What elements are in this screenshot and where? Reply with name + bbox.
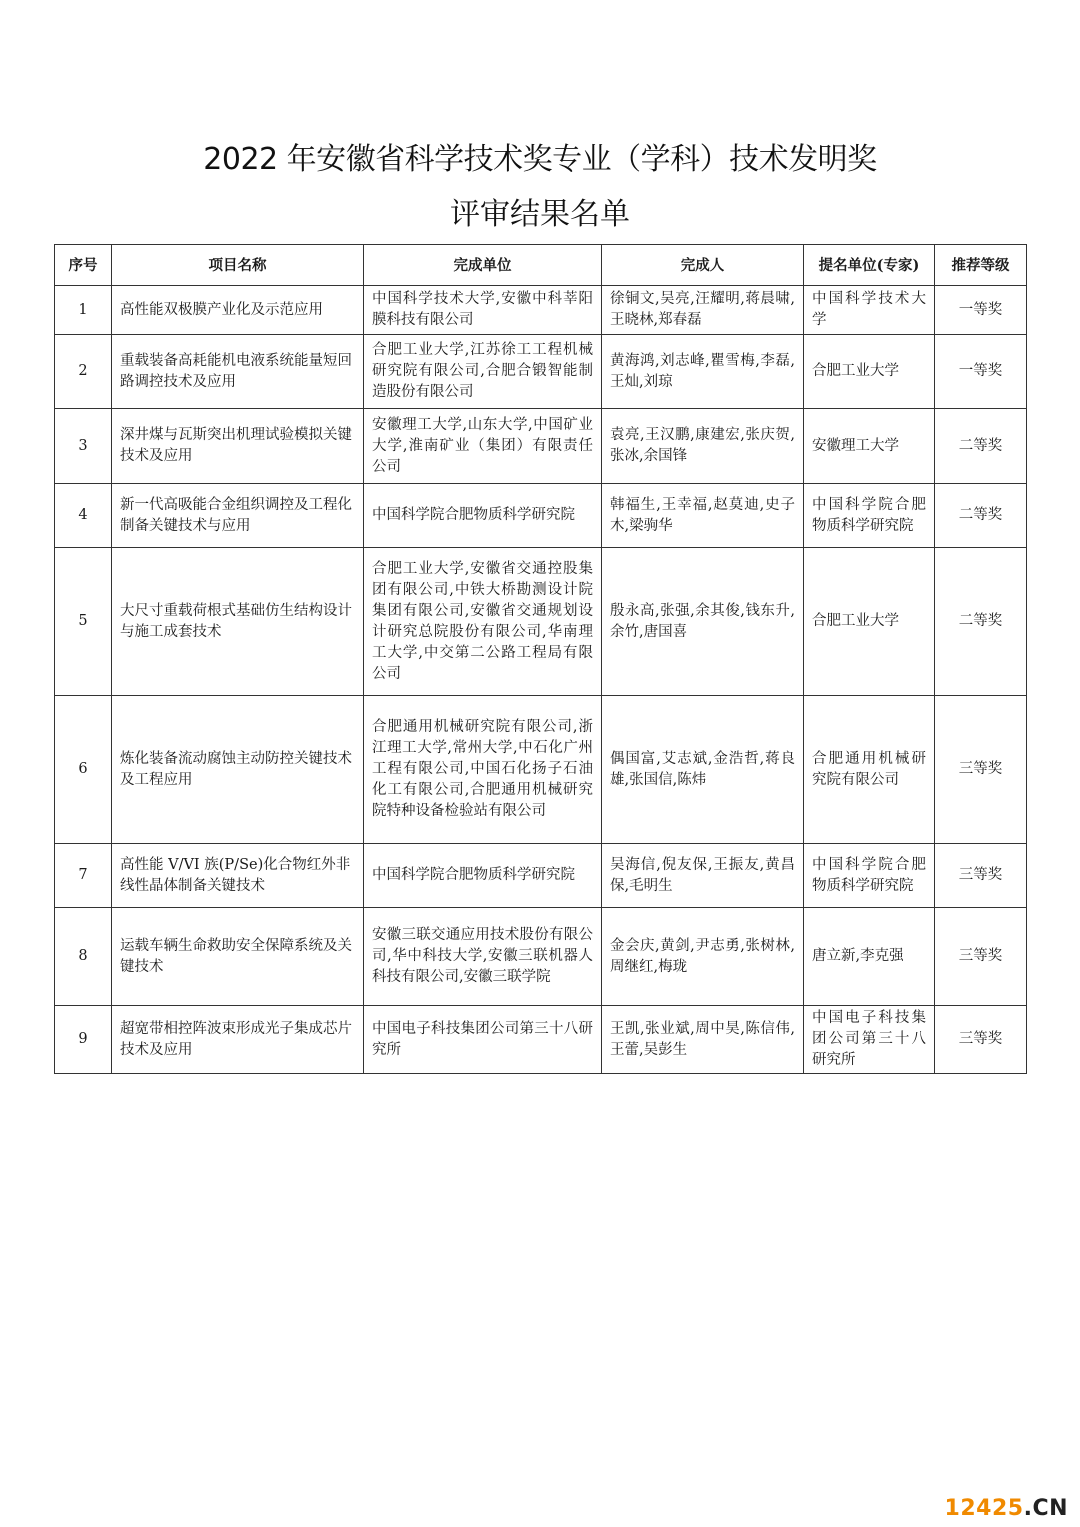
cell-grade: 一等奖 [935,335,1027,409]
watermark-number: 12425 [944,1496,1024,1521]
cell-grade: 三等奖 [935,696,1027,844]
cell-project: 炼化装备流动腐蚀主动防控关键技术及工程应用 [112,696,364,844]
cell-people: 吴海信,倪友保,王振友,黄昌保,毛明生 [602,844,804,908]
header-seq: 序号 [55,245,112,286]
site-watermark [945,1496,1068,1521]
table-row [55,696,1027,844]
cell-people: 偶国富,艾志斌,金浩哲,蒋良雄,张国信,陈炜 [602,696,804,844]
results-table [54,244,1027,1074]
table-row [55,844,1027,908]
cell-seq: 4 [55,484,112,548]
cell-nominator: 中国科学院合肥物质科学研究院 [804,484,935,548]
cell-nominator: 中国科学院合肥物质科学研究院 [804,844,935,908]
cell-units: 中国科学院合肥物质科学研究院 [364,844,602,908]
cell-project: 高性能双极膜产业化及示范应用 [112,286,364,335]
cell-project: 大尺寸重载荷根式基础仿生结构设计与施工成套技术 [112,548,364,696]
cell-units: 中国科学技术大学,安徽中科莘阳膜科技有限公司 [364,286,602,335]
cell-nominator: 合肥通用机械研究院有限公司 [804,696,935,844]
cell-grade: 一等奖 [935,286,1027,335]
cell-people: 殷永高,张强,余其俊,钱东升,余竹,唐国喜 [602,548,804,696]
watermark-suffix: CN [1032,1496,1068,1521]
header-people: 完成人 [602,245,804,286]
cell-seq: 2 [55,335,112,409]
cell-nominator: 中国电子科技集团公司第三十八研究所 [804,1006,935,1074]
cell-seq: 1 [55,286,112,335]
header-grade: 推荐等级 [935,245,1027,286]
cell-people: 金会庆,黄剑,尹志勇,张树林,周继红,梅珑 [602,908,804,1006]
table-row [55,908,1027,1006]
cell-seq: 9 [55,1006,112,1074]
cell-project: 高性能 V/VI 族(P/Se)化合物红外非线性晶体制备关键技术 [112,844,364,908]
cell-people: 袁亮,王汉鹏,康建宏,张庆贺,张冰,余国锋 [602,409,804,484]
cell-grade: 三等奖 [935,908,1027,1006]
cell-units: 合肥工业大学,江苏徐工工程机械研究院有限公司,合肥合锻智能制造股份有限公司 [364,335,602,409]
cell-seq: 6 [55,696,112,844]
table-row [55,409,1027,484]
cell-nominator: 安徽理工大学 [804,409,935,484]
table-row [55,484,1027,548]
cell-grade: 三等奖 [935,844,1027,908]
document-title [0,138,1080,237]
cell-seq: 5 [55,548,112,696]
cell-grade: 二等奖 [935,548,1027,696]
cell-seq: 7 [55,844,112,908]
cell-people: 王凯,张业斌,周中昊,陈信伟,王蕾,吴彭生 [602,1006,804,1074]
table-row [55,335,1027,409]
cell-project: 运载车辆生命救助安全保障系统及关键技术 [112,908,364,1006]
cell-people: 徐铜文,吴亮,汪耀明,蒋晨啸,王晓林,郑春磊 [602,286,804,335]
cell-seq: 3 [55,409,112,484]
cell-units: 中国科学院合肥物质科学研究院 [364,484,602,548]
cell-nominator: 合肥工业大学 [804,335,935,409]
table-row [55,1006,1027,1074]
cell-grade: 二等奖 [935,484,1027,548]
table-row [55,548,1027,696]
cell-project: 深井煤与瓦斯突出机理试验模拟关键技术及应用 [112,409,364,484]
cell-nominator: 合肥工业大学 [804,548,935,696]
cell-units: 合肥工业大学,安徽省交通控股集团有限公司,中铁大桥勘测设计院集团有限公司,安徽省交通规划设计研究总院股份有限公司,华南理工大学,中交第二公路工程局有限公司 [364,548,602,696]
table-header-row [55,245,1027,286]
cell-project: 重载装备高耗能机电液系统能量短回路调控技术及应用 [112,335,364,409]
cell-grade: 三等奖 [935,1006,1027,1074]
header-project: 项目名称 [112,245,364,286]
cell-people: 黄海鸿,刘志峰,瞿雪梅,李磊,王灿,刘琼 [602,335,804,409]
cell-grade: 二等奖 [935,409,1027,484]
cell-people: 韩福生,王幸福,赵莫迪,史子木,梁驹华 [602,484,804,548]
cell-units: 安徽理工大学,山东大学,中国矿业大学,淮南矿业（集团）有限责任公司 [364,409,602,484]
watermark-dot: . [1023,1496,1033,1521]
cell-project: 超宽带相控阵波束形成光子集成芯片技术及应用 [112,1006,364,1074]
table-row [55,286,1027,335]
header-nominator: 提名单位(专家) [804,245,935,286]
cell-seq: 8 [55,908,112,1006]
cell-units: 中国电子科技集团公司第三十八研究所 [364,1006,602,1074]
cell-units: 安徽三联交通应用技术股份有限公司,华中科技大学,安徽三联机器人科技有限公司,安徽三联学院 [364,908,602,1006]
cell-nominator: 中国科学技术大学 [804,286,935,335]
header-units: 完成单位 [364,245,602,286]
cell-nominator: 唐立新,李克强 [804,908,935,1006]
title-sub: 评审结果名单 [450,197,630,232]
cell-units: 合肥通用机械研究院有限公司,浙江理工大学,常州大学,中石化广州工程有限公司,中国石化扬子石油化工有限公司,合肥通用机械研究院特种设备检验站有限公司 [364,696,602,844]
title-main: 2022 年安徽省科学技术奖专业（学科）技术发明奖 [203,142,877,177]
cell-project: 新一代高吸能合金组织调控及工程化制备关键技术与应用 [112,484,364,548]
